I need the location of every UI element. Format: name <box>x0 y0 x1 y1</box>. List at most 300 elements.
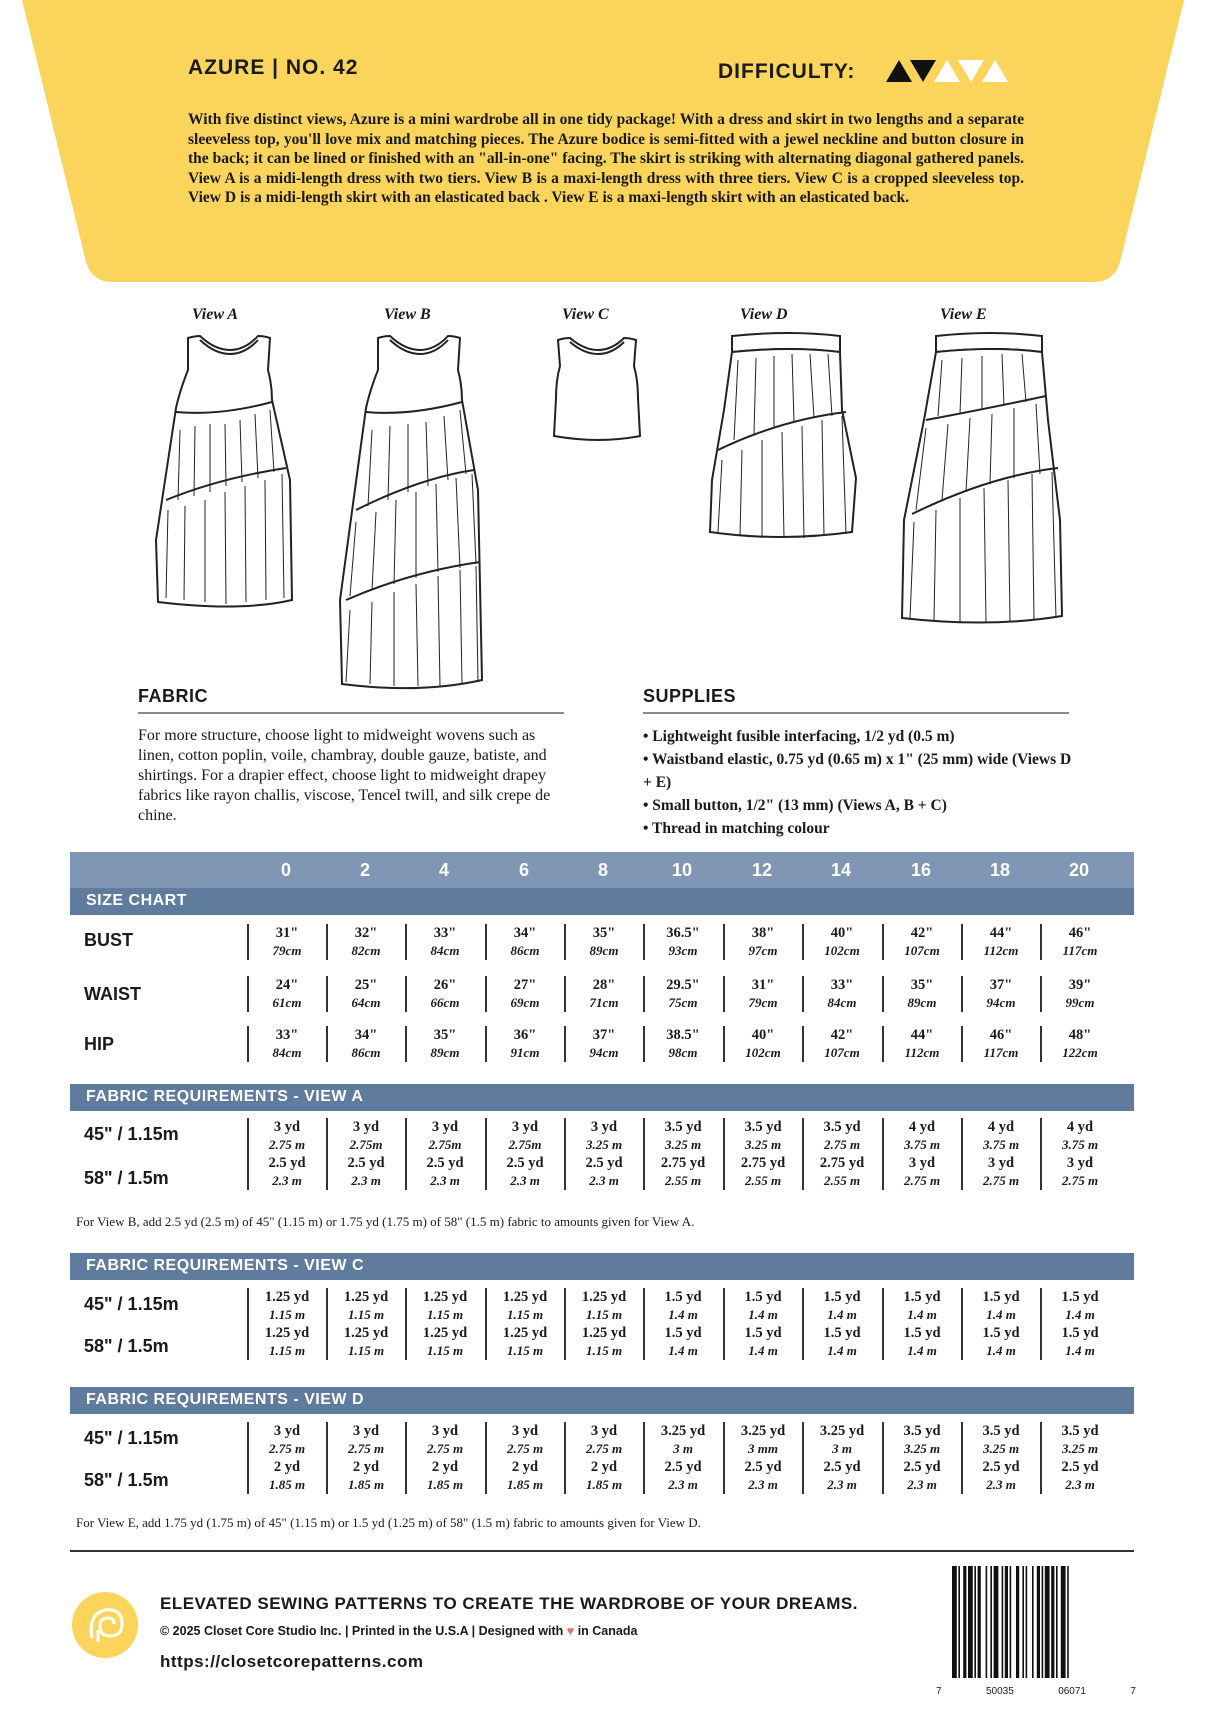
cell-value: 2.3 m <box>986 1477 1016 1492</box>
table-cell <box>961 1118 1039 1190</box>
size-column-header: 10 <box>671 860 693 880</box>
cell-value: 2.5 yd <box>347 1155 385 1171</box>
copyright-text: © 2025 Closet Core Studio Inc. | Printed in the U.S.A | Designed with <box>160 1624 564 1638</box>
cell-value: 3 yd <box>352 1423 380 1439</box>
table-cell <box>1040 1422 1118 1494</box>
table-cell <box>882 976 960 1012</box>
cell-value: 2.3 m <box>351 1173 381 1188</box>
cell-value: 1.5 yd <box>823 1289 861 1305</box>
cell-value: 3.75 m <box>982 1137 1020 1152</box>
cell-value: 3.25 yd <box>740 1423 786 1439</box>
cell-value: 3 yd <box>511 1119 539 1135</box>
cell-value: 1.25 yd <box>343 1325 389 1341</box>
table-cell <box>326 1288 404 1360</box>
table-cell <box>564 924 642 960</box>
cell-value: 89cm <box>430 1045 460 1060</box>
table-cell <box>1040 1288 1118 1360</box>
cell-value: 112cm <box>904 1045 940 1060</box>
cell-value: 1.25 yd <box>422 1289 468 1305</box>
barcode-number <box>936 1686 1136 1697</box>
cell-value: 107cm <box>824 1045 860 1060</box>
size-column-header: 16 <box>910 860 932 880</box>
size-column-header: 12 <box>751 860 773 880</box>
cell-value: 2.75m <box>349 1137 383 1152</box>
table-cell <box>723 1026 801 1062</box>
cell-value: 2 yd <box>431 1459 459 1475</box>
website-link[interactable]: https://closetcorepatterns.com <box>160 1652 424 1671</box>
cell-value: 4 yd <box>908 1119 936 1135</box>
cell-value: 3.5 yd <box>903 1423 941 1439</box>
table-cell <box>723 924 801 960</box>
cell-value: 1.25 yd <box>422 1325 468 1341</box>
table-cell <box>723 1422 801 1494</box>
table-cell <box>564 1422 642 1494</box>
cell-value: 3.5 yd <box>823 1119 861 1135</box>
cell-value: 1.15 m <box>268 1343 306 1358</box>
cell-value: 1.5 yd <box>664 1325 702 1341</box>
fabric-a-width-58-label: 58" / 1.5m <box>84 1168 169 1188</box>
cell-value: 1.25 yd <box>343 1289 389 1305</box>
view-b-dress-illustration <box>340 336 482 688</box>
cell-value: 46" <box>989 1027 1013 1043</box>
table-cell <box>802 1026 880 1062</box>
cell-value: 2.5 yd <box>585 1155 623 1171</box>
cell-value: 1.4 m <box>827 1343 857 1358</box>
cell-value: 38" <box>751 925 775 941</box>
table-cell <box>882 924 960 960</box>
table-cell <box>485 976 563 1012</box>
cell-value: 3.25 m <box>744 1137 782 1152</box>
cell-value: 4 yd <box>1066 1119 1094 1135</box>
table-cell <box>405 1288 483 1360</box>
cell-value: 1.5 yd <box>1061 1325 1099 1341</box>
cell-value: 38.5" <box>666 1027 700 1043</box>
barcode-digit: 50035 <box>985 1686 1014 1697</box>
table-cell <box>247 924 325 960</box>
table-cell <box>961 1026 1039 1062</box>
difficulty-rating-icon <box>886 58 1016 84</box>
pattern-title: AZURE | NO. 42 <box>188 56 359 79</box>
cell-value: 2.3 m <box>907 1477 937 1492</box>
cell-value: 37" <box>989 977 1013 993</box>
fabric-divider <box>138 712 564 714</box>
cell-value: 69cm <box>510 995 540 1010</box>
cell-value: 46" <box>1068 925 1092 941</box>
cell-value: 112cm <box>983 943 1019 958</box>
cell-value: 1.85 m <box>347 1477 385 1492</box>
table-cell <box>1040 1026 1118 1062</box>
barcode-digit: 06071 <box>1058 1686 1086 1697</box>
table-cell <box>961 1288 1039 1360</box>
garment-illustrations <box>0 300 1206 690</box>
cell-value: 36" <box>513 1027 537 1043</box>
footer-copyright <box>160 1624 637 1638</box>
cell-value: 37" <box>592 1027 616 1043</box>
cell-value: 26" <box>433 977 457 993</box>
cell-value: 2.5 yd <box>506 1155 544 1171</box>
cell-value: 40" <box>830 925 854 941</box>
cell-value: 3.25 m <box>903 1441 941 1456</box>
size-column-header: 20 <box>1068 860 1090 880</box>
view-d-skirt-illustration <box>710 333 856 538</box>
bust-label: BUST <box>84 930 133 950</box>
size-header-row <box>70 852 1134 888</box>
cell-value: 29.5" <box>666 977 700 993</box>
cell-value: 71cm <box>589 995 619 1010</box>
table-cell <box>882 1288 960 1360</box>
table-cell <box>802 976 880 1012</box>
cell-value: 91cm <box>510 1045 540 1060</box>
cell-value: 31" <box>751 977 775 993</box>
cell-value: 2.75 m <box>903 1173 941 1188</box>
cell-value: 2.5 yd <box>664 1459 702 1475</box>
fabric-a-width-45-label: 45" / 1.15m <box>84 1124 179 1144</box>
cell-value: 3.75 m <box>903 1137 941 1152</box>
cell-value: 1.5 yd <box>744 1325 782 1341</box>
cell-value: 107cm <box>904 943 940 958</box>
size-column-header: 0 <box>280 860 291 880</box>
cell-value: 3 yd <box>431 1119 459 1135</box>
supply-item: • Small button, 1/2" (13 mm) (Views A, B + C) <box>643 797 947 814</box>
view-e-label: View E <box>940 306 987 323</box>
cell-value: 2 yd <box>273 1459 301 1475</box>
table-cell <box>643 976 721 1012</box>
cell-value: 3.25 m <box>982 1441 1020 1456</box>
cell-value: 86cm <box>510 943 540 958</box>
cell-value: 1.5 yd <box>903 1325 941 1341</box>
hip-label: HIP <box>84 1034 115 1054</box>
view-b-note: For View B, add 2.5 yd (2.5 m) of 45" (1.15 m) or 1.75 yd (1.75 m) of 58" (1.5 m) fabric to amounts given for View A. <box>76 1214 695 1229</box>
cell-value: 117cm <box>983 1045 1019 1060</box>
difficulty-empty-triangle <box>982 60 1008 82</box>
table-cell <box>882 1118 960 1190</box>
cell-value: 1.5 yd <box>982 1289 1020 1305</box>
cell-value: 2.75 m <box>268 1441 306 1456</box>
cell-value: 3.5 yd <box>1061 1423 1099 1439</box>
table-cell <box>564 1288 642 1360</box>
cell-value: 35" <box>592 925 616 941</box>
table-cell <box>882 1422 960 1494</box>
cell-value: 2.75 m <box>982 1173 1020 1188</box>
table-cell <box>485 1288 563 1360</box>
cell-value: 84cm <box>827 995 857 1010</box>
table-cell <box>723 1118 801 1190</box>
cell-value: 36.5" <box>666 925 700 941</box>
table-cell <box>247 1118 325 1190</box>
cell-value: 34" <box>354 1027 378 1043</box>
cell-value: 1.25 yd <box>264 1289 310 1305</box>
cell-value: 2.75m <box>428 1137 462 1152</box>
cell-value: 4 yd <box>987 1119 1015 1135</box>
cell-value: 2.5 yd <box>1061 1459 1099 1475</box>
cell-value: 117cm <box>1062 943 1098 958</box>
supplies-list <box>643 725 1083 840</box>
cell-value: 1.25 yd <box>581 1289 627 1305</box>
cell-value: 1.5 yd <box>1061 1289 1099 1305</box>
cell-value: 3 yd <box>908 1155 936 1171</box>
cell-value: 2.3 m <box>1065 1477 1095 1492</box>
table-cell <box>643 1422 721 1494</box>
table-cell <box>802 1288 880 1360</box>
table-cell <box>882 1026 960 1062</box>
table-cell <box>326 1118 404 1190</box>
cell-value: 122cm <box>1062 1045 1098 1060</box>
table-cell <box>802 924 880 960</box>
cell-value: 1.25 yd <box>264 1325 310 1341</box>
cell-value: 84cm <box>272 1045 302 1060</box>
cell-value: 1.4 m <box>827 1307 857 1322</box>
cell-value: 99cm <box>1065 995 1095 1010</box>
size-chart-title: SIZE CHART <box>86 892 187 909</box>
cell-value: 3 m <box>673 1441 693 1456</box>
cell-value: 42" <box>910 925 934 941</box>
supplies-divider <box>643 712 1069 714</box>
fabric-d-title: FABRIC REQUIREMENTS - VIEW D <box>86 1391 365 1408</box>
cell-value: 3 yd <box>273 1423 301 1439</box>
cell-value: 79cm <box>748 995 778 1010</box>
cell-value: 84cm <box>430 943 460 958</box>
cell-value: 2.75 yd <box>740 1155 786 1171</box>
table-cell <box>485 1026 563 1062</box>
cell-value: 33" <box>433 925 457 941</box>
closet-core-logo-icon <box>72 1592 138 1658</box>
cell-value: 27" <box>513 977 537 993</box>
heart-icon: ♥ <box>566 1624 575 1638</box>
cell-value: 3 yd <box>352 1119 380 1135</box>
fabric-c-width-58-label: 58" / 1.5m <box>84 1336 169 1356</box>
table-cell <box>485 924 563 960</box>
cell-value: 2.3 m <box>827 1477 857 1492</box>
cell-value: 2.75 m <box>506 1441 544 1456</box>
footer-tagline: ELEVATED SEWING PATTERNS TO CREATE THE WARDROBE OF YOUR DREAMS. <box>160 1594 858 1613</box>
cell-value: 3.25 yd <box>660 1423 706 1439</box>
cell-value: 1.4 m <box>748 1343 778 1358</box>
table-cell <box>405 1118 483 1190</box>
table-cell <box>643 924 721 960</box>
cell-value: 44" <box>989 925 1013 941</box>
cell-value: 35" <box>433 1027 457 1043</box>
cell-value: 2.5 yd <box>426 1155 464 1171</box>
cell-value: 2.75 m <box>268 1137 306 1152</box>
cell-value: 2.3 m <box>510 1173 540 1188</box>
cell-value: 2.5 yd <box>982 1459 1020 1475</box>
cell-value: 1.85 m <box>426 1477 464 1492</box>
cell-value: 66cm <box>430 995 460 1010</box>
difficulty-empty-triangle <box>934 60 960 82</box>
table-cell <box>247 976 325 1012</box>
cell-value: 1.4 m <box>1065 1307 1095 1322</box>
table-cell <box>247 1288 325 1360</box>
cell-value: 35" <box>910 977 934 993</box>
cell-value: 3.5 yd <box>664 1119 702 1135</box>
cell-value: 1.15 m <box>506 1307 544 1322</box>
view-b-label: View B <box>384 306 431 323</box>
cell-value: 28" <box>592 977 616 993</box>
size-column-header: 8 <box>597 860 608 880</box>
cell-value: 1.25 yd <box>502 1289 548 1305</box>
size-column-header: 18 <box>989 860 1011 880</box>
cell-value: 2.5 yd <box>268 1155 306 1171</box>
copyright-location: in Canada <box>577 1624 638 1638</box>
cell-value: 3 yd <box>590 1423 618 1439</box>
table-cell <box>564 1026 642 1062</box>
cell-value: 2.3 m <box>272 1173 302 1188</box>
table-cell <box>802 1422 880 1494</box>
cell-value: 2.55 m <box>744 1173 782 1188</box>
table-cell <box>326 976 404 1012</box>
table-cell <box>643 1026 721 1062</box>
fabric-description: For more structure, choose light to midweight wovens such as linen, cotton poplin, voile, chambray, double gauze, batiste, and shirtings. For a drapier effect, choose light to midweight drapey fabrics like rayon challis, viscose, Tencel twill, and silk crepe de chine. <box>138 727 551 824</box>
cell-value: 94cm <box>986 995 1016 1010</box>
cell-value: 102cm <box>745 1045 781 1060</box>
table-cell <box>326 1422 404 1494</box>
footer-divider <box>70 1550 1134 1552</box>
cell-value: 2 yd <box>352 1459 380 1475</box>
cell-value: 33" <box>830 977 854 993</box>
cell-value: 93cm <box>668 943 698 958</box>
cell-value: 48" <box>1068 1027 1092 1043</box>
view-c-label: View C <box>562 306 609 323</box>
cell-value: 3 yd <box>1066 1155 1094 1171</box>
cell-value: 86cm <box>351 1045 381 1060</box>
cell-value: 1.15 m <box>268 1307 306 1322</box>
difficulty-filled-triangle <box>910 60 936 82</box>
cell-value: 3 yd <box>511 1423 539 1439</box>
table-cell <box>1040 976 1118 1012</box>
size-column-header: 2 <box>359 860 370 880</box>
fabric-d-width-45-label: 45" / 1.15m <box>84 1428 179 1448</box>
cell-value: 1.4 m <box>986 1343 1016 1358</box>
size-column-header: 14 <box>830 860 852 880</box>
table-cell <box>961 1422 1039 1494</box>
table-cell <box>643 1118 721 1190</box>
fabric-c-band <box>70 1253 1134 1280</box>
cell-value: 2.5 yd <box>903 1459 941 1475</box>
cell-value: 2.75 m <box>426 1441 464 1456</box>
barcode-digit: 7 <box>1130 1686 1136 1697</box>
cell-value: 1.5 yd <box>664 1289 702 1305</box>
cell-value: 44" <box>910 1027 934 1043</box>
cell-value: 3.5 yd <box>744 1119 782 1135</box>
table-cell <box>961 924 1039 960</box>
supply-item: • Thread in matching colour <box>643 820 830 837</box>
view-a-dress-illustration <box>156 336 292 607</box>
table-cell <box>247 1422 325 1494</box>
view-c-top-illustration <box>554 338 640 440</box>
cell-value: 97cm <box>748 943 778 958</box>
cell-value: 102cm <box>824 943 860 958</box>
size-column-header: 4 <box>438 860 449 880</box>
cell-value: 3.25 yd <box>819 1423 865 1439</box>
cell-value: 1.5 yd <box>903 1289 941 1305</box>
table-cell <box>723 976 801 1012</box>
cell-value: 42" <box>830 1027 854 1043</box>
cell-value: 2.75 m <box>347 1441 385 1456</box>
cell-value: 89cm <box>907 995 937 1010</box>
cell-value: 3.75 m <box>1061 1137 1099 1152</box>
cell-value: 2.3 m <box>668 1477 698 1492</box>
table-cell <box>405 976 483 1012</box>
barcode-icon <box>950 1566 1134 1678</box>
cell-value: 82cm <box>351 943 381 958</box>
fabric-d-width-58-label: 58" / 1.5m <box>84 1470 169 1490</box>
cell-value: 1.4 m <box>1065 1343 1095 1358</box>
cell-value: 2.5 yd <box>744 1459 782 1475</box>
cell-value: 2.55 m <box>664 1173 702 1188</box>
cell-value: 1.25 yd <box>581 1325 627 1341</box>
cell-value: 2.75 m <box>823 1137 861 1152</box>
supplies-title: SUPPLIES <box>643 686 737 706</box>
size-chart-band <box>70 888 1134 915</box>
table-cell <box>723 1288 801 1360</box>
cell-value: 33" <box>275 1027 299 1043</box>
table-cell <box>643 1288 721 1360</box>
cell-value: 31" <box>275 925 299 941</box>
table-cell <box>405 924 483 960</box>
cell-value: 1.15 m <box>426 1307 464 1322</box>
cell-value: 2 yd <box>590 1459 618 1475</box>
cell-value: 1.4 m <box>748 1307 778 1322</box>
cell-value: 1.85 m <box>585 1477 623 1492</box>
cell-value: 2.75 yd <box>819 1155 865 1171</box>
cell-value: 3 m <box>832 1441 852 1456</box>
barcode-digit: 7 <box>936 1686 942 1697</box>
cell-value: 34" <box>513 925 537 941</box>
cell-value: 3.25 m <box>585 1137 623 1152</box>
cell-value: 25" <box>354 977 378 993</box>
cell-value: 2 yd <box>511 1459 539 1475</box>
cell-value: 79cm <box>272 943 302 958</box>
view-e-skirt-illustration <box>902 333 1062 623</box>
cell-value: 98cm <box>668 1045 698 1060</box>
cell-value: 2.3 m <box>589 1173 619 1188</box>
cell-value: 1.15 m <box>347 1343 385 1358</box>
cell-value: 3 yd <box>987 1155 1015 1171</box>
cell-value: 1.4 m <box>668 1307 698 1322</box>
fabric-title: FABRIC <box>138 686 208 706</box>
cell-value: 1.15 m <box>585 1307 623 1322</box>
cell-value: 64cm <box>351 995 381 1010</box>
cell-value: 3 yd <box>590 1119 618 1135</box>
cell-value: 1.5 yd <box>982 1325 1020 1341</box>
cell-value: 3 yd <box>273 1119 301 1135</box>
cell-value: 1.25 yd <box>502 1325 548 1341</box>
cell-value: 3 mm <box>748 1441 778 1456</box>
cell-value: 1.15 m <box>426 1343 464 1358</box>
cell-value: 2.55 m <box>823 1173 861 1188</box>
view-d-label: View D <box>740 306 788 323</box>
cell-value: 2.75m <box>508 1137 542 1152</box>
cell-value: 40" <box>751 1027 775 1043</box>
cell-value: 2.3 m <box>430 1173 460 1188</box>
cell-value: 1.15 m <box>506 1343 544 1358</box>
supply-item: • Lightweight fusible interfacing, 1/2 yd (0.5 m) <box>643 728 955 745</box>
cell-value: 1.5 yd <box>744 1289 782 1305</box>
table-cell <box>326 1026 404 1062</box>
table-cell <box>485 1422 563 1494</box>
table-cell <box>247 1026 325 1062</box>
cell-value: 32" <box>354 925 378 941</box>
cell-value: 24" <box>275 977 299 993</box>
table-cell <box>961 976 1039 1012</box>
cell-value: 39" <box>1068 977 1092 993</box>
cell-value: 2.5 yd <box>823 1459 861 1475</box>
table-cell <box>485 1118 563 1190</box>
supply-item: • Waistband elastic, 0.75 yd (0.65 m) x 1" (25 mm) wide (Views D + E) <box>643 751 1072 791</box>
fabric-a-band <box>70 1084 1134 1111</box>
cell-value: 2.75 m <box>585 1441 623 1456</box>
view-a-label: View A <box>192 306 239 323</box>
